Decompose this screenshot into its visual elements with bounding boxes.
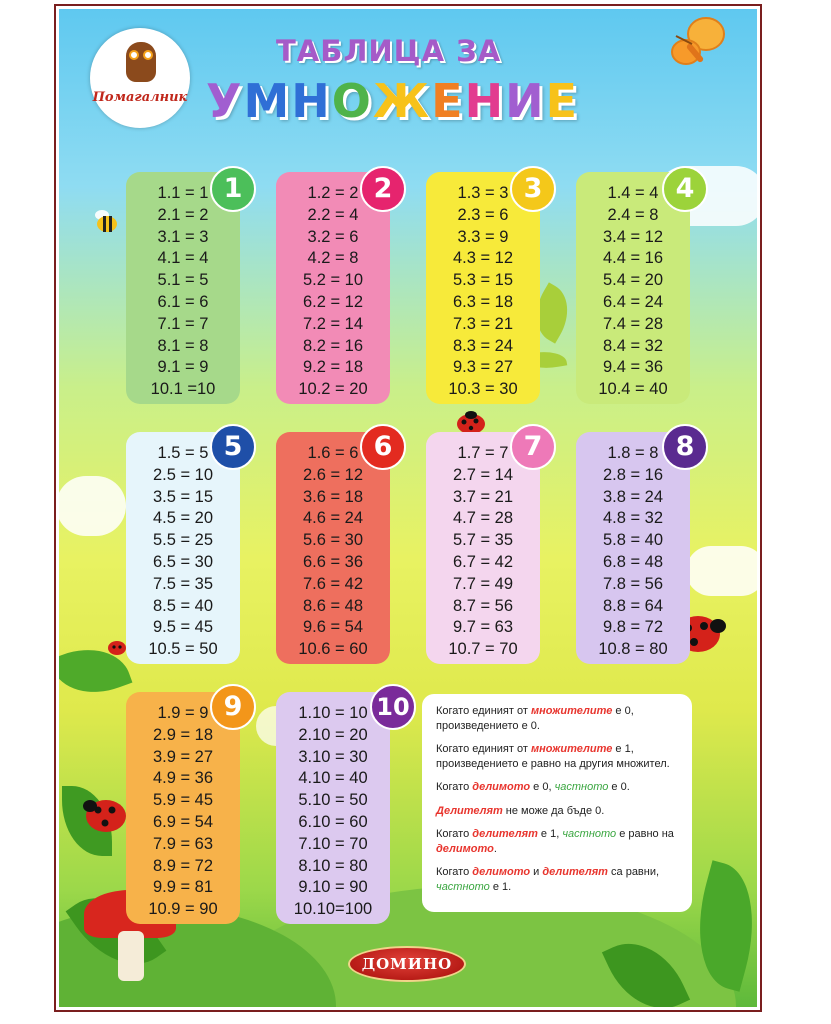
table-row: 9.10 = 90 [298, 878, 368, 897]
table-row: 8.5 = 40 [152, 596, 214, 615]
title-line-1: ТАБЛИЦА ЗА [276, 34, 502, 68]
title-letter: О [331, 74, 373, 128]
table-number-badge: 8 [662, 424, 708, 470]
table-row: 5.2 = 10 [302, 271, 364, 290]
table-row: 8.9 = 72 [152, 856, 214, 875]
table-row: 5.1 = 5 [157, 271, 209, 290]
table-row: 9.4 = 36 [602, 358, 664, 377]
table-row: 6.7 = 42 [452, 553, 514, 571]
table-row: 8.8 = 64 [602, 596, 664, 615]
table-row: 10.8 = 80 [598, 640, 668, 659]
table-row: 8.1 = 8 [157, 336, 209, 355]
table-row: 8.3 = 24 [452, 336, 514, 355]
logo-text: Помагалник [92, 90, 188, 105]
table-row: 4.4 = 16 [602, 249, 664, 268]
table-row: 6.5 = 30 [152, 553, 214, 571]
table-row: 4.7 = 28 [452, 509, 514, 528]
rule-1: Когато единият от множителите е 0, произведението е 0. [436, 705, 634, 732]
table-row: 5.6 = 30 [302, 531, 364, 550]
ladybug-icon [106, 638, 128, 656]
table-row: 5.5 = 25 [152, 531, 214, 550]
title-letter: Е [545, 74, 580, 128]
table-row: 7.5 = 35 [152, 574, 214, 593]
table-row: 8.2 = 16 [302, 336, 364, 355]
table-row: 2.7 = 14 [452, 465, 514, 484]
table-row: 1.2 = 2 [307, 184, 359, 202]
table-row: 10.3 = 30 [448, 380, 518, 399]
title-letter: М [243, 74, 292, 128]
table-number-badge: 6 [360, 424, 406, 470]
table-row: 1.9 = 9 [157, 704, 209, 722]
table-row: 10.9 = 90 [148, 900, 218, 919]
table-card-10 [276, 692, 390, 924]
table-row: 5.4 = 20 [602, 271, 664, 290]
table-row: 4.8 = 32 [602, 509, 664, 528]
table-row: 6.8 = 48 [602, 553, 664, 571]
poster [54, 4, 762, 1012]
table-row: 8.4 = 32 [602, 336, 664, 355]
table-row: 10.7 = 70 [448, 640, 518, 659]
table-row: 10.2 = 20 [298, 380, 368, 399]
table-number-badge: 7 [510, 424, 556, 470]
table-number-badge: 2 [360, 166, 406, 212]
table-row: 3.1 = 3 [157, 227, 209, 246]
table-row: 2.4 = 8 [607, 205, 659, 224]
table-row: 9.7 = 63 [452, 618, 514, 637]
table-row: 5.3 = 15 [452, 271, 514, 290]
table-row: 9.6 = 54 [302, 618, 364, 637]
table-row: 10.1 =10 [150, 380, 216, 399]
butterfly-icon [662, 14, 732, 74]
table-row: 3.10 = 30 [298, 747, 368, 766]
table-row: 3.2 = 6 [307, 227, 359, 246]
table-row: 1.7 = 7 [457, 444, 509, 462]
table-row: 4.1 = 4 [157, 249, 209, 268]
table-row: 8.6 = 48 [302, 596, 364, 615]
table-row: 1.8 = 8 [607, 444, 659, 462]
table-row: 1.10 = 10 [298, 704, 368, 722]
table-row: 4.10 = 40 [298, 769, 368, 788]
table-row: 10.4 = 40 [598, 380, 668, 399]
table-row: 3.4 = 12 [602, 227, 664, 246]
mushroom-decoration [118, 931, 144, 981]
table-row: 1.4 = 4 [607, 184, 659, 202]
publisher-badge: ДОМИНО [348, 946, 466, 982]
table-row: 7.4 = 28 [602, 314, 664, 333]
owl-icon [126, 42, 156, 82]
table-row: 2.1 = 2 [157, 205, 209, 224]
table-row: 9.2 = 18 [302, 358, 364, 377]
table-row: 6.2 = 12 [302, 293, 364, 311]
table-row: 6.10 = 60 [298, 813, 368, 831]
rules-box [422, 694, 692, 912]
table-row: 6.1 = 6 [157, 293, 209, 311]
table-row: 8.7 = 56 [452, 596, 514, 615]
table-row: 7.9 = 63 [152, 834, 214, 853]
table-row: 9.8 = 72 [602, 618, 664, 637]
table-row: 6.3 = 18 [452, 293, 514, 311]
title-letter: Н [291, 74, 332, 128]
table-row: 6.4 = 24 [602, 293, 664, 311]
table-number-badge: 4 [662, 166, 708, 212]
table-row: 6.9 = 54 [152, 813, 214, 831]
table-number-badge: 9 [210, 684, 256, 730]
title-letter: Е [431, 74, 465, 128]
table-row: 6.6 = 36 [302, 553, 364, 571]
table-number-badge: 5 [210, 424, 256, 470]
table-row: 7.1 = 7 [157, 314, 209, 333]
publisher-logo [90, 28, 190, 128]
table-row: 2.3 = 6 [457, 205, 509, 224]
table-row: 2.6 = 12 [302, 465, 364, 484]
cloud-decoration [686, 546, 762, 596]
rule-6: Когато делимото и делителят са равни, частното е 1. [436, 866, 660, 893]
table-row: 3.3 = 9 [457, 227, 509, 246]
table-row: 4.5 = 20 [152, 509, 214, 528]
table-row: 5.9 = 45 [152, 791, 214, 810]
table-row: 1.3 = 3 [457, 184, 509, 202]
table-row: 3.5 = 15 [152, 487, 214, 506]
table-number-badge: 1 [210, 166, 256, 212]
rule-3: Когато делимото е 0, частното е 0. [436, 781, 630, 793]
table-row: 5.10 = 50 [298, 791, 368, 810]
table-row: 7.6 = 42 [302, 574, 364, 593]
table-row: 9.1 = 9 [157, 358, 209, 377]
table-row: 2.8 = 16 [602, 465, 664, 484]
title-letter: И [505, 74, 546, 128]
table-row: 2.10 = 20 [298, 725, 368, 744]
table-row: 7.10 = 70 [298, 834, 368, 853]
table-row: 3.8 = 24 [602, 487, 664, 506]
table-row: 2.9 = 18 [152, 725, 214, 744]
table-row: 3.9 = 27 [152, 747, 214, 766]
table-number-badge: 10 [370, 684, 416, 730]
table-row: 1.5 = 5 [157, 444, 209, 462]
rule-4: Делителят не може да бъде 0. [436, 804, 605, 817]
table-row: 4.2 = 8 [307, 249, 359, 268]
table-number-badge: 3 [510, 166, 556, 212]
title-letter: Ж [372, 74, 432, 128]
table-row: 10.5 = 50 [148, 640, 218, 659]
table-row: 7.2 = 14 [302, 314, 364, 333]
ladybug-icon [80, 794, 130, 836]
ladybug-icon [454, 410, 488, 434]
bee-icon [92, 206, 122, 236]
table-row: 9.3 = 27 [452, 358, 514, 377]
table-row: 1.1 = 1 [157, 184, 209, 202]
table-row: 7.3 = 21 [452, 314, 514, 333]
table-row: 5.8 = 40 [602, 531, 664, 550]
table-row: 4.3 = 12 [452, 249, 514, 268]
table-row: 9.9 = 81 [152, 878, 214, 897]
table-row: 7.8 = 56 [602, 574, 664, 593]
table-row: 10.6 = 60 [298, 640, 368, 659]
title-letter: У [206, 74, 244, 128]
table-row: 2.2 = 4 [307, 205, 359, 224]
table-row: 10.10=100 [293, 900, 373, 919]
title-letter: Н [464, 74, 506, 128]
table-row: 5.7 = 35 [452, 531, 514, 550]
table-row: 8.10 = 80 [298, 856, 368, 875]
table-row: 3.7 = 21 [452, 487, 514, 506]
rule-5: Когато делителят е 1, частното е равно на делимото. [436, 828, 674, 855]
cloud-decoration [56, 476, 126, 536]
table-row: 1.6 = 6 [307, 444, 359, 462]
title-line-2 [206, 74, 579, 128]
table-row: 7.7 = 49 [452, 574, 514, 593]
rule-2: Когато единият от множителите е 1, произведението е равно на другия множител. [436, 743, 670, 770]
table-row: 4.6 = 24 [302, 509, 364, 528]
table-row: 2.5 = 10 [152, 465, 214, 484]
table-row: 9.5 = 45 [152, 618, 214, 637]
table-row: 4.9 = 36 [152, 769, 214, 788]
table-row: 3.6 = 18 [302, 487, 364, 506]
